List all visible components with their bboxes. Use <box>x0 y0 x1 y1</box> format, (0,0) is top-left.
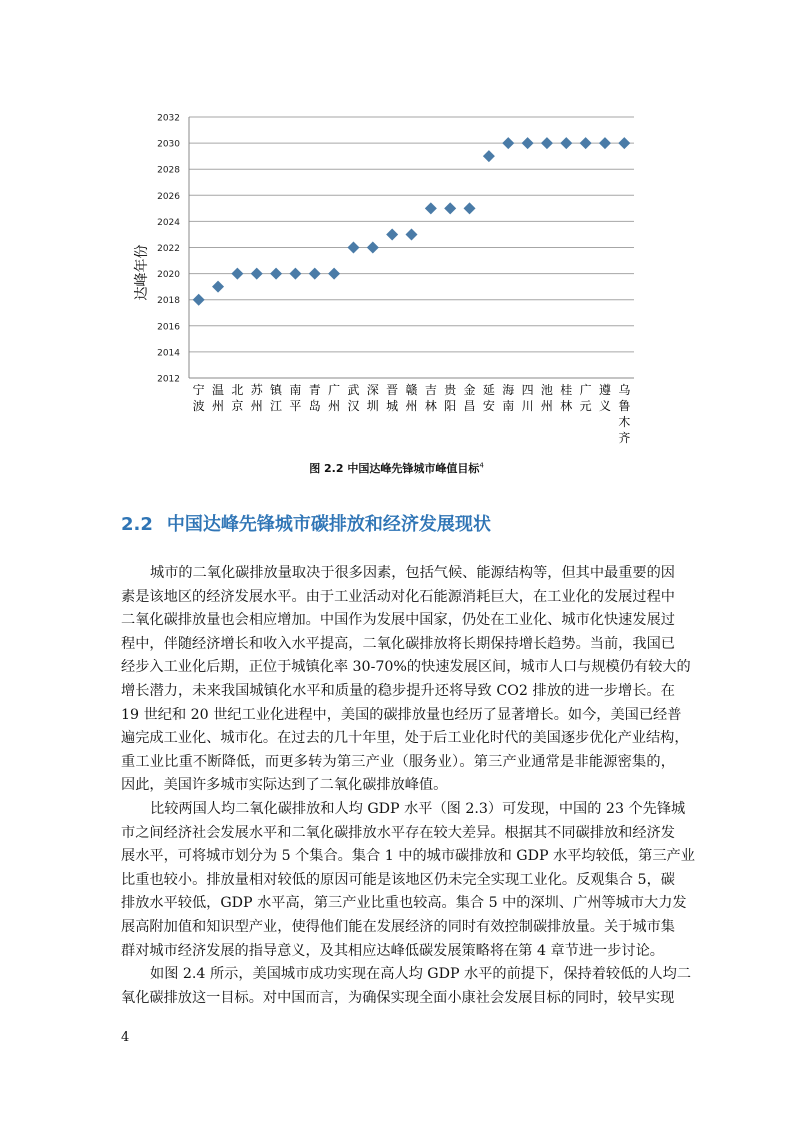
data-point <box>212 281 224 293</box>
data-point <box>406 228 418 240</box>
paragraph-line: 增长潜力，未来我国城镇化水平和质量的稳步提升还将导致 CO2 排放的进一步增长。在 <box>121 682 675 699</box>
x-tick-label: 四 <box>521 383 534 397</box>
data-point <box>522 137 534 149</box>
y-axis-title: 达峰年份 <box>134 244 150 301</box>
data-point <box>618 137 630 149</box>
x-tick-label: 遵 <box>598 383 611 397</box>
x-tick-label: 青 <box>308 383 321 397</box>
x-tick-label: 镇 <box>270 383 283 397</box>
y-tick-label: 2018 <box>157 296 180 307</box>
data-point <box>425 202 437 214</box>
x-tick-label: 深 <box>366 383 379 397</box>
x-tick-label: 温 <box>212 383 225 397</box>
y-tick-label: 2030 <box>157 139 180 150</box>
data-point <box>580 137 592 149</box>
peak-year-chart <box>0 0 793 460</box>
x-tick-label: 鲁 <box>618 399 631 413</box>
x-tick-label: 平 <box>289 399 302 413</box>
x-tick-label: 州 <box>540 399 553 413</box>
data-point <box>541 137 553 149</box>
paragraph-line: 排放水平较低，GDP 水平高，第三产业比重也较高。集合 5 中的深圳、广州等城市大力发 <box>121 895 687 912</box>
paragraph-line: 程中，伴随经济增长和收入水平提高，二氧化碳排放将长期保持增长趋势。当前，我国已 <box>121 635 675 652</box>
paragraph-line: 比较两国人均二氧化碳排放和人均 GDP 水平（图 2.3）可发现，中国的 23 个先锋城 <box>150 800 686 817</box>
y-tick-label: 2012 <box>157 374 180 385</box>
x-tick-label: 南 <box>502 399 515 413</box>
body-text <box>121 562 695 1010</box>
figure-caption: 图 2.2 中国达峰先锋城市峰值目标$^4$ <box>309 461 484 475</box>
data-point <box>309 268 321 280</box>
x-tick-label: 桂 <box>560 383 573 397</box>
paragraph-line: 氧化碳排放这一目标。对中国而言，为确保实现全面小康社会发展目标的同时，较早实现 <box>121 989 675 1006</box>
data-point <box>560 137 572 149</box>
data-point <box>347 242 359 254</box>
x-tick-label: 延 <box>482 383 495 397</box>
x-tick-label: 州 <box>250 399 263 413</box>
data-point <box>270 268 282 280</box>
x-tick-label: 木 <box>618 415 631 429</box>
data-point <box>231 268 243 280</box>
x-tick-label: 汉 <box>347 399 360 413</box>
x-tick-label: 乌 <box>618 383 631 397</box>
data-point <box>328 268 340 280</box>
paragraph-line: 如图 2.4 所示，美国城市成功实现在高人均 GDP 水平的前提下，保持着较低的人均二 <box>150 966 692 983</box>
paragraph-line: 二氧化碳排放量也会相应增加。中国作为发展中国家，仍处在工业化、城市化快速发展过 <box>121 612 675 629</box>
y-tick-label: 2028 <box>157 165 180 176</box>
x-tick-label: 川 <box>521 399 534 413</box>
x-tick-label: 广 <box>579 383 592 397</box>
x-tick-label: 义 <box>598 399 611 413</box>
paragraph-line: 展水平，可将城市划分为 5 个集合。集合 1 中的城市碳排放和 GDP 水平均较低，第三产业 <box>121 848 695 865</box>
x-tick-label: 南 <box>289 383 302 397</box>
paragraph-line: 因此，美国许多城市实际达到了二氧化碳排放峰值。 <box>121 777 448 794</box>
data-point <box>599 137 611 149</box>
y-tick-label: 2022 <box>157 244 180 254</box>
paragraph-line: 遍完成工业化、城市化。在过去的几十年里，处于后工业化时代的美国逐步优化产业结构， <box>121 730 689 747</box>
x-tick-label: 阳 <box>444 399 457 413</box>
x-tick-label: 林 <box>560 399 573 413</box>
x-tick-label: 海 <box>502 383 515 397</box>
x-tick-label: 昌 <box>463 399 476 413</box>
y-tick-label: 2016 <box>157 322 180 333</box>
x-tick-label: 吉 <box>424 383 437 397</box>
x-tick-label: 宁 <box>192 383 205 397</box>
paragraph-line: 群对城市经济发展的指导意义，及其相应达峰低碳发展策略将在第 4 章节进一步讨论。 <box>121 942 664 959</box>
data-point <box>502 137 514 149</box>
page-number: 4 <box>121 1030 130 1045</box>
x-tick-label: 金 <box>463 383 476 397</box>
x-tick-label: 广 <box>328 383 341 397</box>
x-tick-label: 齐 <box>618 431 631 445</box>
paragraph-line: 市之间经济社会发展水平和二氧化碳排放水平存在较大差异。根据其不同碳排放和经济发 <box>121 824 675 841</box>
y-tick-label: 2020 <box>157 270 180 281</box>
section-heading: 2.2 中国达峰先锋城市碳排放和经济发展现状 <box>121 514 491 535</box>
y-tick-label: 2024 <box>157 217 180 228</box>
x-tick-label: 波 <box>192 399 205 413</box>
x-tick-label: 圳 <box>366 399 379 413</box>
x-tick-label: 州 <box>212 399 225 413</box>
y-tick-label: 2032 <box>157 113 180 124</box>
x-tick-label: 州 <box>405 399 418 413</box>
paragraph-line: 经步入工业化后期，正位于城镇化率 30-70%的快速发展区间，城市人口与规模仍有较大的 <box>121 659 691 676</box>
data-point <box>251 268 263 280</box>
x-tick-label: 武 <box>347 383 360 397</box>
x-tick-label: 池 <box>540 383 553 397</box>
x-tick-label: 晋 <box>386 383 399 397</box>
x-tick-label: 林 <box>424 399 437 413</box>
x-tick-label: 岛 <box>308 399 321 413</box>
data-point <box>483 150 495 162</box>
paragraph-line: 重工业比重不断降低，而更多转为第三产业（服务业）。第三产业通常是非能源密集的， <box>121 753 675 770</box>
data-point <box>386 228 398 240</box>
y-tick-label: 2026 <box>157 191 180 202</box>
x-tick-label: 北 <box>231 383 244 397</box>
data-point <box>289 268 301 280</box>
x-tick-label: 元 <box>579 399 592 413</box>
x-tick-label: 京 <box>231 399 244 413</box>
paragraph-line: 素是该地区的经济发展水平。由于工业活动对化石能源消耗巨大，在工业化的发展过程中 <box>121 588 675 605</box>
x-tick-label: 州 <box>328 399 341 413</box>
y-tick-label: 2014 <box>157 348 180 359</box>
paragraph-line: 19 世纪和 20 世纪工业化进程中，美国的碳排放量也经历了显著增长。如今，美国已经普 <box>121 706 682 723</box>
x-tick-label: 赣 <box>405 383 418 397</box>
data-point <box>464 202 476 214</box>
x-tick-label: 江 <box>270 399 283 413</box>
x-tick-label: 贵 <box>444 383 457 397</box>
data-point <box>367 242 379 254</box>
x-tick-label: 苏 <box>250 383 263 397</box>
x-tick-label: 城 <box>386 399 399 413</box>
data-point <box>444 202 456 214</box>
x-tick-label: 安 <box>482 399 495 413</box>
paragraph-line: 城市的二氧化碳排放量取决于很多因素，包括气候、能源结构等，但其中最重要的因 <box>150 565 675 581</box>
paragraph-line: 比重也较小。排放量相对较低的原因可能是该地区仍未完全实现工业化。反观集合 5，碳 <box>121 871 675 888</box>
paragraph-line: 展高附加值和知识型产业，使得他们能在发展经济的同时有效控制碳排放量。关于城市集 <box>121 918 675 935</box>
data-point <box>193 294 205 306</box>
